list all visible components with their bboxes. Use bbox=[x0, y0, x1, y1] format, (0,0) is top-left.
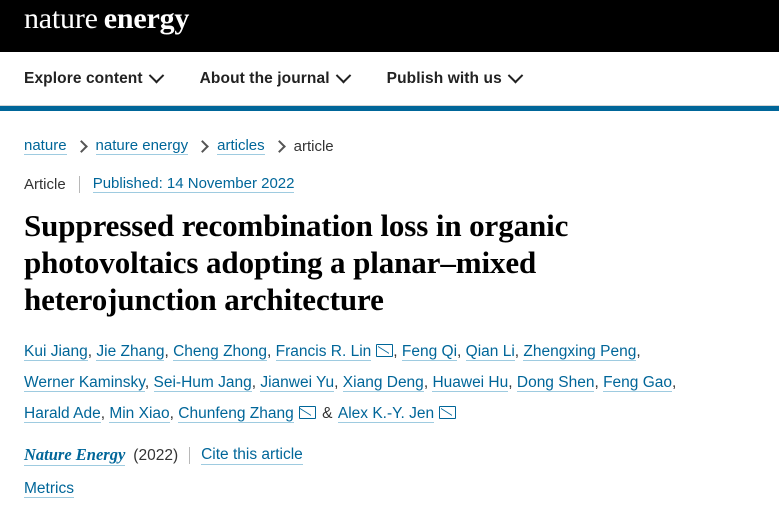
envelope-icon[interactable] bbox=[439, 406, 456, 419]
author-list: Kui Jiang, Jie Zhang, Cheng Zhong, Francis R. Lin , Feng Qi, Qian Li, Zhengxing Peng, Werner Kaminsky, Sei-Hum Jang, Jianwei Yu, Xiang Deng, Huawei Hu, Dong Shen, Feng Gao, Harald Ade, Min Xiao, Chunfeng Zhang & Alex K.-Y. Jen bbox=[24, 343, 677, 422]
chevron-right-icon bbox=[273, 140, 286, 153]
breadcrumb-item-articles[interactable]: articles bbox=[217, 137, 265, 154]
chevron-down-icon bbox=[335, 68, 351, 84]
metrics-section bbox=[24, 480, 755, 498]
envelope-icon[interactable] bbox=[376, 344, 393, 357]
breadcrumb-item-nature[interactable]: nature bbox=[24, 137, 67, 154]
breadcrumb-item-article: article bbox=[293, 137, 334, 155]
article-header bbox=[0, 137, 779, 498]
article-meta bbox=[24, 175, 755, 193]
breadcrumb-item-nature-energy[interactable]: nature energy bbox=[95, 137, 189, 154]
nav-item-publish-with-us[interactable] bbox=[387, 70, 521, 88]
nav-item-about-the-journal[interactable] bbox=[200, 70, 349, 88]
brand-secondary: energy bbox=[103, 2, 190, 35]
author-link[interactable]: Dong Shen bbox=[516, 374, 595, 391]
page-title: Suppressed recombination loss in organic photovoltaics adopting a planar–mixed heterojunction architecture bbox=[24, 208, 569, 317]
nav-item-label: Publish with us bbox=[386, 69, 502, 87]
author-link[interactable]: Huawei Hu bbox=[432, 374, 509, 391]
author-link[interactable]: Jianwei Yu bbox=[260, 374, 335, 391]
author-separator: & bbox=[322, 405, 333, 422]
chevron-right-icon bbox=[75, 140, 88, 153]
main-navigation bbox=[0, 52, 779, 106]
nav-item-label: About the journal bbox=[199, 69, 330, 87]
envelope-icon[interactable] bbox=[299, 406, 316, 419]
breadcrumb bbox=[24, 137, 755, 155]
author-link[interactable]: Harald Ade bbox=[24, 405, 101, 422]
author-link[interactable]: Chunfeng Zhang bbox=[178, 405, 294, 422]
author-link[interactable]: Min Xiao bbox=[109, 405, 170, 422]
author-link[interactable]: Feng Gao bbox=[603, 374, 672, 391]
publication-year: (2022) bbox=[133, 446, 179, 464]
author-link[interactable]: Sei-Hum Jang bbox=[153, 374, 252, 391]
author-link[interactable]: Werner Kaminsky bbox=[24, 374, 145, 391]
author-link[interactable]: Alex K.-Y. Jen bbox=[337, 405, 435, 422]
metrics-link[interactable]: Metrics bbox=[24, 480, 74, 497]
meta-divider bbox=[79, 176, 80, 193]
citation-divider bbox=[189, 447, 190, 464]
author-link[interactable]: Jie Zhang bbox=[96, 343, 165, 360]
author-link[interactable]: Kui Jiang bbox=[24, 343, 88, 360]
nav-item-explore-content[interactable] bbox=[24, 70, 162, 88]
chevron-right-icon bbox=[196, 140, 209, 153]
author-link[interactable]: Qian Li bbox=[465, 343, 515, 360]
author-link[interactable]: Francis R. Lin bbox=[275, 343, 372, 360]
author-link[interactable]: Cheng Zhong bbox=[173, 343, 268, 360]
journal-name-link[interactable]: Nature Energy bbox=[24, 445, 126, 464]
publication-date[interactable]: Published: 14 November 2022 bbox=[92, 175, 295, 192]
brand-primary: nature bbox=[24, 2, 98, 35]
accent-strip bbox=[0, 106, 779, 111]
article-type-label: Article bbox=[24, 175, 66, 193]
chevron-down-icon bbox=[148, 68, 164, 84]
cite-this-article-link[interactable]: Cite this article bbox=[201, 446, 303, 463]
chevron-down-icon bbox=[508, 68, 524, 84]
site-masthead bbox=[0, 0, 779, 52]
author-link[interactable]: Xiang Deng bbox=[342, 374, 424, 391]
author-link[interactable]: Zhengxing Peng bbox=[523, 343, 637, 360]
nav-item-label: Explore content bbox=[24, 69, 143, 87]
site-logo[interactable] bbox=[24, 2, 189, 36]
author-link[interactable]: Feng Qi bbox=[401, 343, 458, 360]
citation-line bbox=[24, 445, 755, 466]
